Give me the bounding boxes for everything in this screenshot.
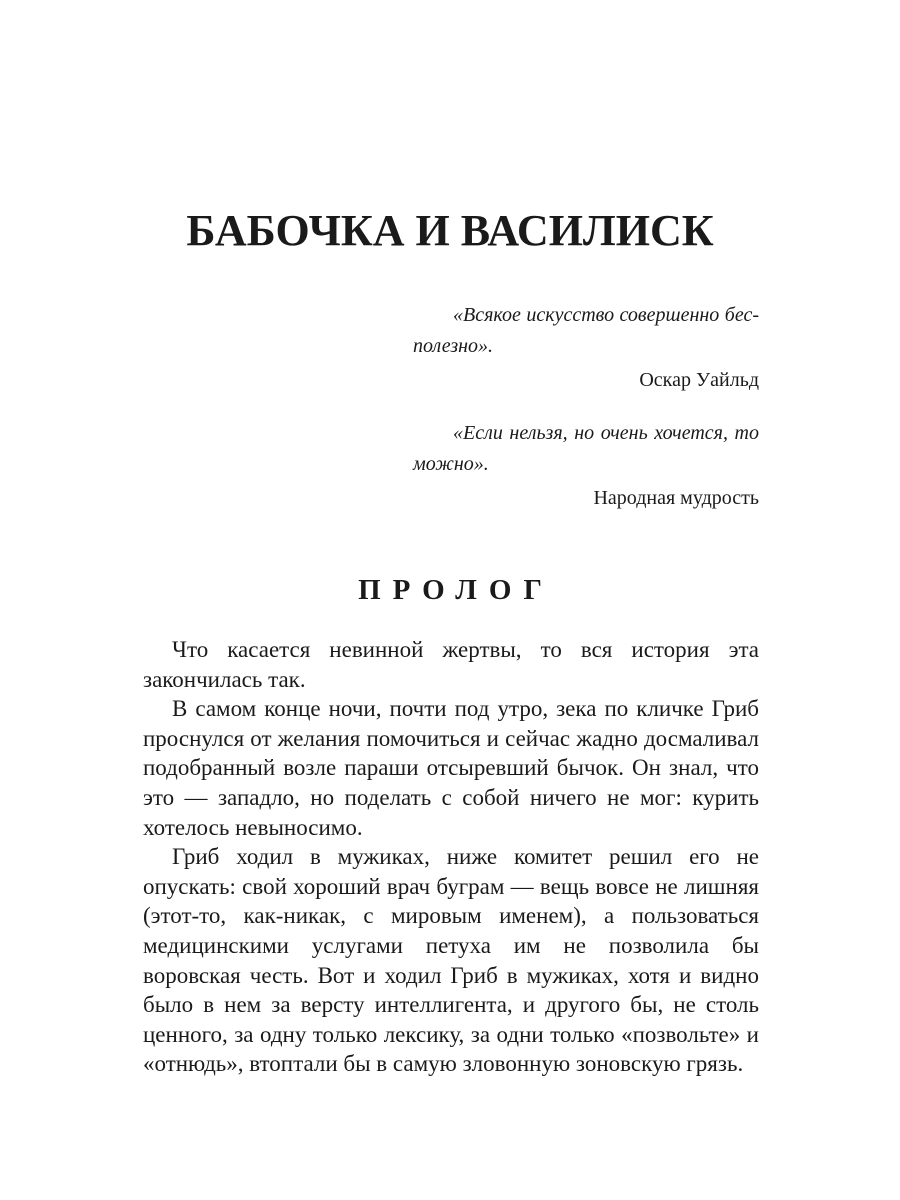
epigraph-author: Оскар Уайльд: [639, 369, 759, 391]
epigraph: [413, 300, 759, 396]
paragraph: В самом конце ночи, почти под утро, зека по кличке Гриб проснулся от желания помочиться и сейчас жадно досмаливал подобранный возле параши отсыревший бычок. Он знал, что это — западло, но поделать с собой ничего не мог: курить хотелось невыносимо.: [143, 696, 759, 840]
epigraph-author: Народная мудрость: [593, 487, 759, 509]
epigraphs: [413, 300, 759, 536]
paragraph: Что касается невинной жертвы, то вся история эта закончилась так.: [143, 637, 759, 692]
section-title: ПРОЛОГ: [358, 574, 554, 606]
epigraph-quote: «Всякое искусство совершенно бесполезно».: [413, 304, 759, 357]
chapter-title: БАБОЧКА И ВАСИЛИСК: [186, 206, 714, 255]
epigraph-quote: «Если нельзя, но очень хочется, то можно».: [413, 422, 759, 475]
paragraph: Гриб ходил в мужиках, ниже комитет решил его не опускать: свой хороший врач буграм — вещь вовсе не лишняя (этот-то, как-никак, с мировым именем), а пользоваться медицинскими услугами петуха им не позволила бы воровская честь. Вот и ходил Гриб в мужиках, хотя и видно было в нем за версту интеллигента, и другого бы, не столь ценного, за одну только лексику, за одни только «позвольте» и «отнюдь», втоптали бы в самую зловонную зоновскую грязь.: [143, 844, 759, 1077]
body-text: [143, 635, 759, 1079]
epigraph: [413, 418, 759, 514]
